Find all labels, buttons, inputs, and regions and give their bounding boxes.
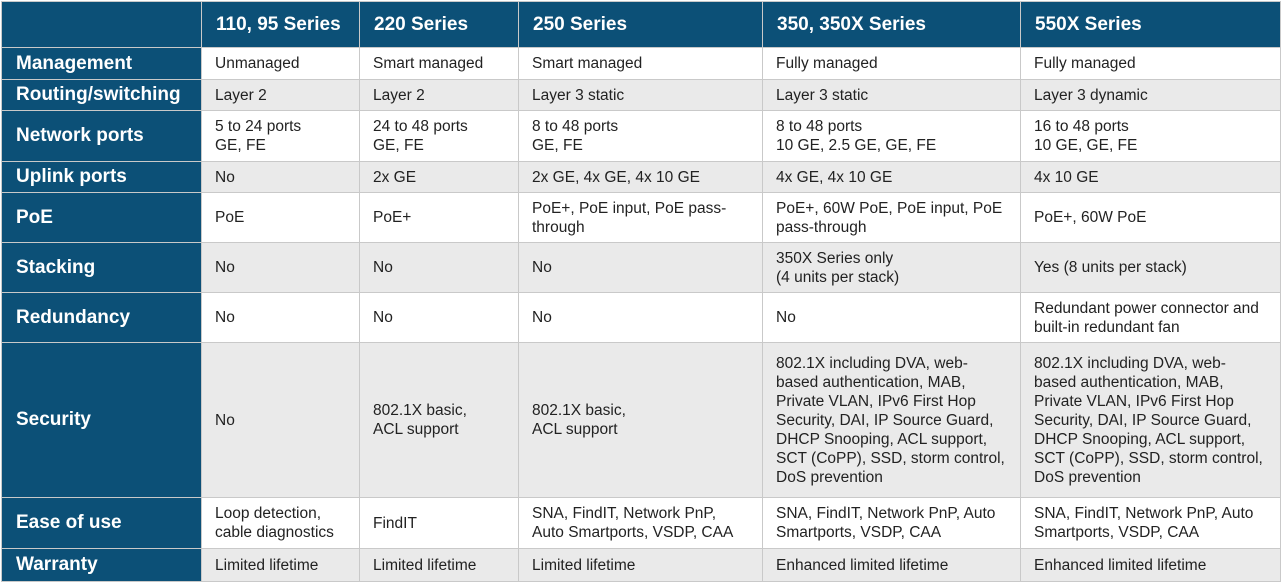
table-cell: Smart managed xyxy=(360,48,519,80)
table-row xyxy=(2,243,1281,293)
table-cell: Loop detection, cable diagnostics xyxy=(202,498,360,549)
header-250-series: 250 Series xyxy=(519,2,763,48)
table-cell: No xyxy=(519,293,763,343)
table-cell: Redundant power connector and built-in redundant fan xyxy=(1021,293,1281,343)
table-cell: Enhanced limited lifetime xyxy=(1021,549,1281,582)
table-cell: PoE+, 60W PoE, PoE input, PoE pass-through xyxy=(763,193,1021,243)
table-row xyxy=(2,193,1281,243)
table-body xyxy=(2,48,1281,582)
table-cell: PoE+, 60W PoE xyxy=(1021,193,1281,243)
table-row xyxy=(2,80,1281,111)
table-cell: 350X Series only (4 units per stack) xyxy=(763,243,1021,293)
table-cell: PoE xyxy=(202,193,360,243)
table-cell: Limited lifetime xyxy=(202,549,360,582)
table-cell: No xyxy=(202,293,360,343)
row-label-ease-of-use: Ease of use xyxy=(2,498,202,549)
table-row xyxy=(2,111,1281,162)
header-corner xyxy=(2,2,202,48)
table-cell: Yes (8 units per stack) xyxy=(1021,243,1281,293)
table-cell: No xyxy=(202,162,360,193)
row-label-warranty: Warranty xyxy=(2,549,202,582)
table-cell: PoE+ xyxy=(360,193,519,243)
table-cell: 2x GE xyxy=(360,162,519,193)
table-cell: Layer 2 xyxy=(202,80,360,111)
table-header xyxy=(2,2,1281,48)
table-cell: FindIT xyxy=(360,498,519,549)
table-row xyxy=(2,162,1281,193)
table-cell: Layer 3 static xyxy=(519,80,763,111)
table-cell: Limited lifetime xyxy=(519,549,763,582)
table-cell: SNA, FindIT, Network PnP, Auto Smartports, VSDP, CAA xyxy=(1021,498,1281,549)
table-cell: No xyxy=(360,293,519,343)
table-cell: SNA, FindIT, Network PnP, Auto Smartports, VSDP, CAA xyxy=(519,498,763,549)
row-label-poe: PoE xyxy=(2,193,202,243)
table-cell: 802.1X basic, ACL support xyxy=(519,343,763,498)
row-label-stacking: Stacking xyxy=(2,243,202,293)
table-cell: 4x 10 GE xyxy=(1021,162,1281,193)
table-cell: Fully managed xyxy=(1021,48,1281,80)
table-cell: Unmanaged xyxy=(202,48,360,80)
table-cell: Layer 2 xyxy=(360,80,519,111)
table-row xyxy=(2,48,1281,80)
table-cell: No xyxy=(202,343,360,498)
table-cell: No xyxy=(202,243,360,293)
table-cell: 24 to 48 ports GE, FE xyxy=(360,111,519,162)
table-cell: Limited lifetime xyxy=(360,549,519,582)
row-label-routing-switching: Routing/switching xyxy=(2,80,202,111)
table-cell: Smart managed xyxy=(519,48,763,80)
row-label-redundancy: Redundancy xyxy=(2,293,202,343)
table-cell: No xyxy=(763,293,1021,343)
table-cell: Fully managed xyxy=(763,48,1021,80)
table-cell: 8 to 48 ports 10 GE, 2.5 GE, GE, FE xyxy=(763,111,1021,162)
header-110-95-series: 110, 95 Series xyxy=(202,2,360,48)
table-cell: 802.1X including DVA, web- based authentication, MAB, Private VLAN, IPv6 First Hop Security, DAI, IP Source Guard, DHCP Snooping, ACL support, SCT (CoPP), SSD, storm control, DoS prevention xyxy=(1021,343,1281,498)
table-cell: No xyxy=(360,243,519,293)
table-cell: PoE+, PoE input, PoE pass- through xyxy=(519,193,763,243)
table-row xyxy=(2,343,1281,498)
table-cell: SNA, FindIT, Network PnP, Auto Smartports, VSDP, CAA xyxy=(763,498,1021,549)
table-cell: Layer 3 dynamic xyxy=(1021,80,1281,111)
table-cell: 4x GE, 4x 10 GE xyxy=(763,162,1021,193)
table-cell: Enhanced limited lifetime xyxy=(763,549,1021,582)
header-550x-series: 550X Series xyxy=(1021,2,1281,48)
table-cell: 16 to 48 ports 10 GE, GE, FE xyxy=(1021,111,1281,162)
table-cell: 8 to 48 ports GE, FE xyxy=(519,111,763,162)
header-220-series: 220 Series xyxy=(360,2,519,48)
table-cell: 2x GE, 4x GE, 4x 10 GE xyxy=(519,162,763,193)
header-row xyxy=(2,2,1281,48)
header-350-350x-series: 350, 350X Series xyxy=(763,2,1021,48)
table-cell: 802.1X including DVA, web- based authentication, MAB, Private VLAN, IPv6 First Hop Security, DAI, IP Source Guard, DHCP Snooping, ACL support, SCT (CoPP), SSD, storm control, DoS prevention xyxy=(763,343,1021,498)
table-row xyxy=(2,549,1281,582)
table-row xyxy=(2,293,1281,343)
table-cell: 5 to 24 ports GE, FE xyxy=(202,111,360,162)
row-label-uplink-ports: Uplink ports xyxy=(2,162,202,193)
table-cell: Layer 3 static xyxy=(763,80,1021,111)
row-label-security: Security xyxy=(2,343,202,498)
row-label-network-ports: Network ports xyxy=(2,111,202,162)
table-cell: 802.1X basic, ACL support xyxy=(360,343,519,498)
table-row xyxy=(2,498,1281,549)
comparison-table xyxy=(1,1,1281,582)
table-cell: No xyxy=(519,243,763,293)
row-label-management: Management xyxy=(2,48,202,80)
